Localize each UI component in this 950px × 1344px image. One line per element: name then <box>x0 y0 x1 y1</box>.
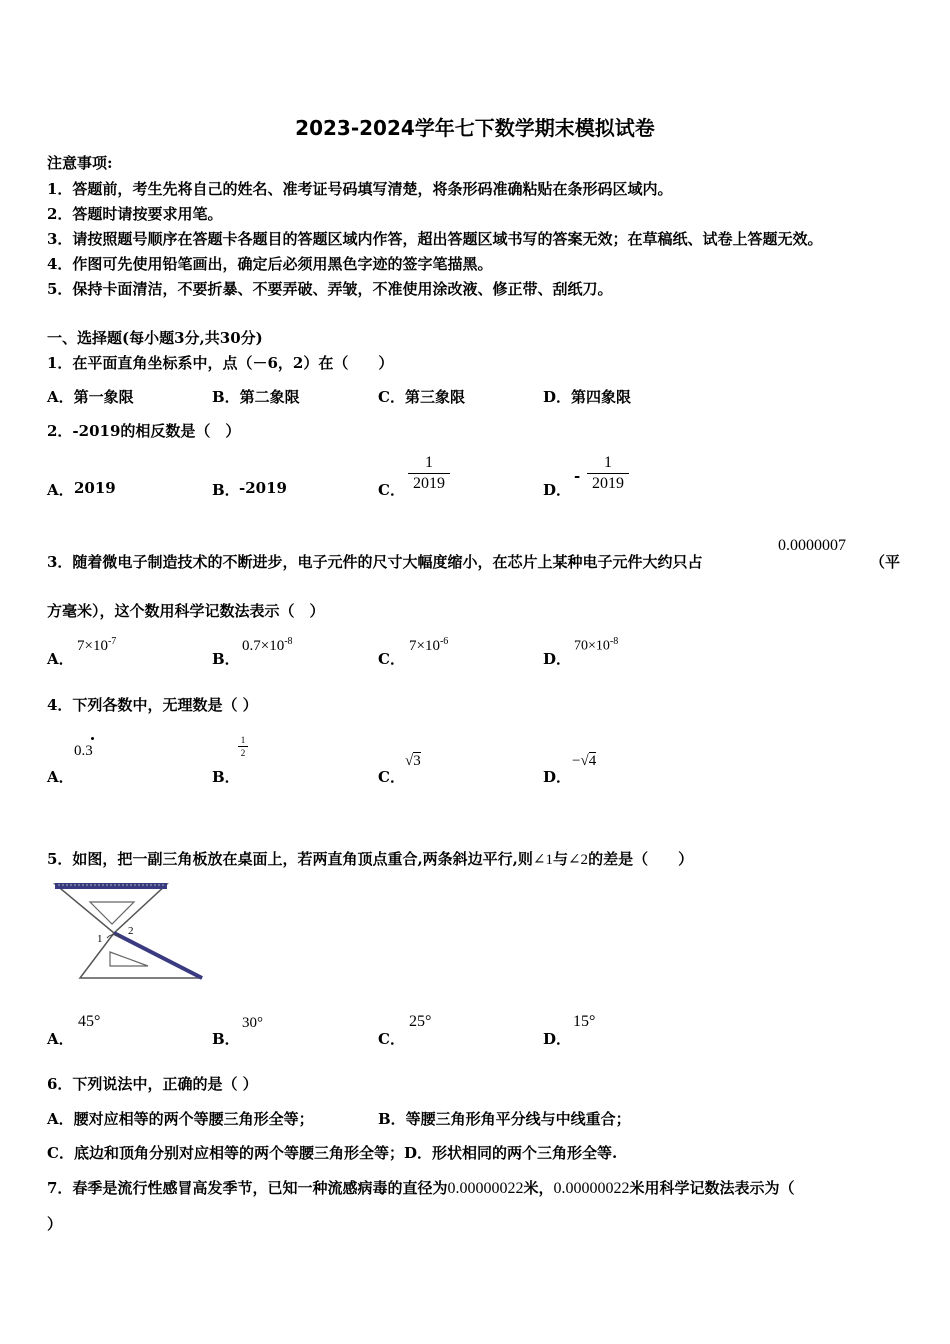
question-6-option-b: B．等腰三角形角平分线与中线重合； <box>378 1110 631 1128</box>
question-6-option-cd: C．底边和顶角分别对应相等的两个等腰三角形全等；D．形状相同的两个三角形全等. <box>47 1144 618 1162</box>
question-5-label-a: A． <box>47 1030 74 1048</box>
question-5-option-b: 30° <box>242 1015 263 1031</box>
stem-mid: 米， <box>523 1179 554 1197</box>
notice-item: 1．答题前，考生先将自己的姓名、准考证号码填写清楚，将条形码准确粘贴在条形码区域内。 <box>47 180 673 198</box>
question-3-option-c <box>409 636 448 655</box>
question-4-label-b: B． <box>212 768 240 786</box>
question-4-option-a: 0.3 <box>74 743 93 759</box>
figure-label-2: 2 <box>128 925 134 937</box>
page-title: 2023-2024学年七下数学期末模拟试卷 <box>295 116 655 140</box>
top-ruler-edge <box>55 883 167 889</box>
fraction-numerator: 1 <box>238 735 248 747</box>
question-3-stem-end: （平 <box>870 553 901 571</box>
fraction-denominator: 2019 <box>413 475 445 492</box>
question-4-label-c: C． <box>378 768 405 786</box>
question-3-label-a: A． <box>47 650 74 668</box>
notice-item: 2．答题时请按要求用笔。 <box>47 205 223 223</box>
question-1-stem: 1．在平面直角坐标系中，点（－6，2）在（ ） <box>47 354 394 372</box>
radicand: 4 <box>588 753 597 769</box>
triangle-figure <box>52 880 207 985</box>
bottom-ruler-edge <box>114 933 202 978</box>
minus-sign: − <box>572 753 581 769</box>
question-3-stem: 3．随着微电子制造技术的不断进步，电子元件的尺寸大幅度缩小，在芯片上某种电子元件大约只占 <box>47 553 703 571</box>
question-4-label-a: A． <box>47 768 74 786</box>
fraction-denominator: 2019 <box>592 475 624 492</box>
angle-2: ∠2 <box>567 852 589 868</box>
sqrt-icon: √ <box>405 753 414 769</box>
question-2-label-c: C． <box>378 481 405 499</box>
radicand: 3 <box>413 753 421 769</box>
question-7-stem-continued: ） <box>47 1215 63 1233</box>
question-3-option-a <box>77 636 116 655</box>
question-3-label-c: C． <box>378 650 405 668</box>
question-3-value: 0.0000007 <box>778 537 846 554</box>
stem-end: 米用科学记数法表示为（ <box>629 1179 795 1197</box>
sci-exponent: -6 <box>439 636 449 647</box>
repeating-dot <box>91 737 94 740</box>
fraction-numerator: 1 <box>408 454 450 474</box>
question-2-label-a: A． <box>47 481 74 499</box>
stem-and: 与 <box>552 850 568 868</box>
sci-base: 0.7×10 <box>242 638 285 654</box>
sci-base: 7×10 <box>409 638 440 654</box>
question-6-option-a: A．腰对应相等的两个等腰三角形全等； <box>47 1110 314 1128</box>
question-6-stem: 6．下列说法中，正确的是（ ） <box>47 1075 258 1093</box>
notice-item: 4．作图可先使用铅笔画出，确定后必须用黑色字迹的签字笔描黑。 <box>47 255 493 273</box>
question-5-label-d: D． <box>543 1030 572 1048</box>
question-3-stem-continued: 方毫米），这个数用科学记数法表示（ ） <box>47 602 325 620</box>
section-heading: 一、选择题(每小题3分,共30分) <box>47 329 263 347</box>
question-2-label-d: D． <box>543 481 572 499</box>
question-7-stem <box>47 1177 794 1198</box>
stem-text-end: 的差是（ ） <box>588 850 694 868</box>
sci-base: 7×10 <box>77 638 108 654</box>
question-3-label-d: D． <box>543 650 572 668</box>
question-5-option-c: 25° <box>409 1013 432 1030</box>
notice-item: 5．保持卡面清洁，不要折暴、不要弄破、弄皱，不准使用涂改液、修正带、刮纸刀。 <box>47 280 613 298</box>
question-4-stem: 4．下列各数中，无理数是（ ） <box>47 696 258 714</box>
sci-exponent: -7 <box>107 636 117 647</box>
question-4-option-c <box>405 753 421 770</box>
question-1-option-d: D．第四象限 <box>543 388 632 406</box>
fraction-numerator: 1 <box>587 454 629 474</box>
question-5-option-d: 15° <box>573 1013 596 1030</box>
figure-label-1: 1 <box>97 933 103 945</box>
question-2-stem: 2．-2019的相反数是（ ） <box>47 422 241 440</box>
sqrt-icon: √ <box>580 753 589 769</box>
angle-1: ∠1 <box>532 852 553 868</box>
virus-diameter-repeat: 0.00000022 <box>553 1180 630 1197</box>
sci-base: 70×10 <box>574 638 610 654</box>
question-4-label-d: D． <box>543 768 572 786</box>
question-2-option-d-minus: - <box>574 467 581 485</box>
question-2-option-a: 2019 <box>74 479 116 497</box>
notice-heading: 注意事项: <box>47 154 113 172</box>
question-2-label-b: B． <box>212 481 240 499</box>
question-1-option-a: A．第一象限 <box>47 388 134 406</box>
question-5-option-a: 45° <box>78 1013 101 1030</box>
sci-exponent: -8 <box>609 636 619 647</box>
question-5-label-c: C． <box>378 1030 405 1048</box>
question-5-label-b: B． <box>212 1030 240 1048</box>
question-2-option-d-fraction <box>587 454 629 493</box>
question-3-option-d <box>574 636 618 655</box>
stem-text: 5．如图，把一副三角板放在桌面上，若两直角顶点重合,两条斜边平行,则 <box>47 850 533 868</box>
question-1-option-c: C．第三象限 <box>378 388 465 406</box>
bottom-triangle-inner <box>110 952 148 966</box>
question-2-option-b: -2019 <box>239 479 287 497</box>
stem-text: 7．春季是流行性感冒高发季节，已知一种流感病毒的直径为 <box>47 1179 448 1197</box>
question-1-option-b: B．第二象限 <box>212 388 300 406</box>
sci-exponent: -8 <box>284 636 293 647</box>
question-5-stem <box>47 848 693 869</box>
top-triangle-outer <box>55 884 167 933</box>
question-3-option-b <box>242 636 293 655</box>
question-4-option-b-fraction <box>238 735 248 758</box>
question-3-label-b: B． <box>212 650 240 668</box>
question-2-option-c-fraction <box>408 454 450 493</box>
fraction-denominator: 2 <box>240 748 246 758</box>
notice-item: 3．请按照题号顺序在答题卡各题目的答题区域内作答，超出答题区域书写的答案无效；在草稿纸、试卷上答题无效。 <box>47 230 823 248</box>
question-4-option-d <box>572 753 596 770</box>
virus-diameter: 0.00000022 <box>447 1180 524 1197</box>
